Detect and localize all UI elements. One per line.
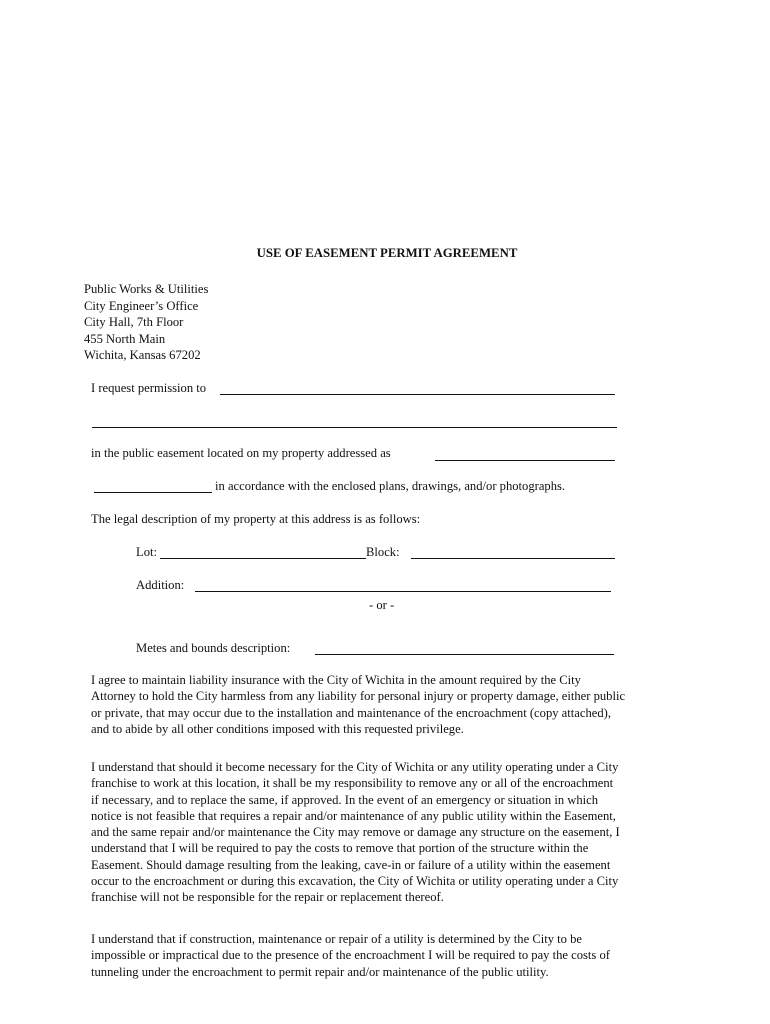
property-address-field-continued[interactable] xyxy=(94,492,212,493)
paragraph-line: if necessary, and to replace the same, if approved. In the event of an emergency or situation in which xyxy=(91,792,599,807)
insurance-paragraph xyxy=(91,672,691,737)
request-permission-field[interactable] xyxy=(220,394,615,395)
paragraph-line: understand that I will be required to pay the costs to remove that portion of the structure within the xyxy=(91,841,589,856)
request-label: I request permission to xyxy=(91,381,207,395)
lot-label: Lot: xyxy=(136,545,157,559)
document-title: USE OF EASEMENT PERMIT AGREEMENT xyxy=(256,246,518,260)
request-permission-field-continued[interactable] xyxy=(92,427,617,428)
lot-field[interactable] xyxy=(160,558,366,559)
tunneling-costs-paragraph xyxy=(91,931,691,980)
addition-field[interactable] xyxy=(195,591,611,592)
address-line: City Hall, 7th Floor xyxy=(84,315,184,329)
paragraph-line: I understand that if construction, maintenance or repair of a utility is determined by the City to be xyxy=(91,932,583,946)
plans-label: in accordance with the enclosed plans, drawings, and/or photographs. xyxy=(215,479,566,493)
paragraph-line: occur to the encroachment or during this excavation, the City of Wichita or utility operating under a City xyxy=(91,874,619,889)
office-address-block xyxy=(84,281,208,364)
paragraph-line: impossible or impractical due to the presence of the encroachment I will be required to pay the costs of xyxy=(91,948,610,963)
addition-label: Addition: xyxy=(136,578,185,592)
legal-description-intro: The legal description of my property at this address is as follows: xyxy=(91,512,421,526)
metes-bounds-label: Metes and bounds description: xyxy=(136,641,291,655)
paragraph-line: or private, that may occur due to the installation and maintenance of the encroachment (copy attached), xyxy=(91,705,611,720)
paragraph-line: tunneling under the encroachment to permit repair and/or maintenance of the public utility. xyxy=(91,964,549,979)
paragraph-line: franchise will not be responsible for the repair or replacement thereof. xyxy=(91,890,444,905)
property-address-field[interactable] xyxy=(435,460,615,461)
address-line: Wichita, Kansas 67202 xyxy=(84,348,201,362)
address-line: City Engineer’s Office xyxy=(84,298,199,313)
paragraph-line: franchise to work at this location, it shall be my responsibility to remove any or all of the encroachment xyxy=(91,776,614,791)
easement-address-label: in the public easement located on my property addressed as xyxy=(91,446,391,460)
paragraph-line: Easement. Should damage resulting from the leaking, cave-in or failure of a utility within the easement xyxy=(91,857,611,872)
paragraph-line: and the same repair and/or maintenance the City may remove or damage any structure on the easement, I xyxy=(91,825,620,840)
or-separator: - or - xyxy=(369,598,395,612)
paragraph-line: notice is not feasible that requires a repair and/or maintenance of any public utility within the Easement, xyxy=(91,808,616,823)
removal-responsibility-paragraph xyxy=(91,759,691,906)
metes-bounds-field[interactable] xyxy=(315,654,614,655)
paragraph-line: I agree to maintain liability insurance with the City of Wichita in the amount required by the City xyxy=(91,673,581,687)
block-label: Block: xyxy=(366,545,400,559)
paragraph-line: and to abide by all other conditions imposed with this requested privilege. xyxy=(91,721,464,736)
address-line: 455 North Main xyxy=(84,331,166,346)
block-field[interactable] xyxy=(411,558,615,559)
address-line: Public Works & Utilities xyxy=(84,282,209,296)
paragraph-line: I understand that should it become necessary for the City of Wichita or any utility operating under a City xyxy=(91,760,619,774)
paragraph-line: Attorney to hold the City harmless from any liability for personal injury or property damage, either public xyxy=(91,689,626,704)
